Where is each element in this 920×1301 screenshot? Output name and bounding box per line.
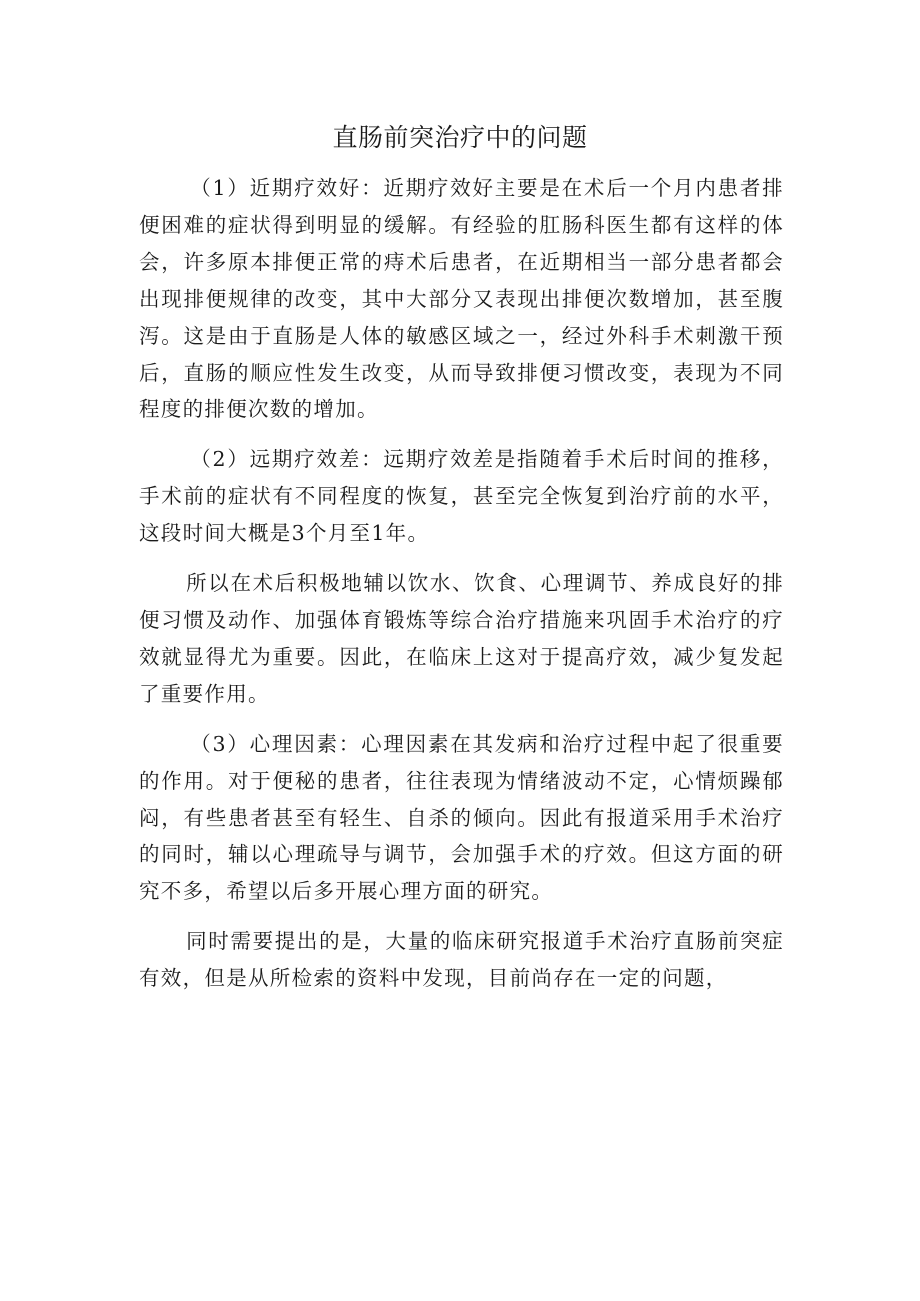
paragraph-short-term-efficacy: （1）近期疗效好：近期疗效好主要是在术后一个月内患者排便困难的症状得到明显的缓解。有经验的肛肠科医生都有这样的体会，许多原本排便正常的痔术后患者，在近期相当一部分患者都会出现排便规律的改变，其中大部分又表现出排便次数增加，甚至腹泻。这是由于直肠是人体的敏感区域之一，经过外科手术刺激干预后，直肠的顺应性发生改变，从而导致排便习惯改变，表现为不同程度的排便次数的增加。 [139,176,784,422]
paragraph-postoperative-care: 所以在术后积极地辅以饮水、饮食、心理调节、养成良好的排便习惯及动作、加强体育锻炼等综合治疗措施来巩固手术治疗的疗效就显得尤为重要。因此，在临床上这对于提高疗效，减少复发起了重要作用。 [139,571,784,706]
paragraph-psychological-factors: （3）心理因素：心理因素在其发病和治疗过程中起了很重要的作用。对于便秘的患者，往往表现为情绪波动不定，心情烦躁郁闷，有些患者甚至有轻生、自杀的倾向。因此有报道采用手术治疗的同时，辅以心理疏导与调节，会加强手术的疗效。但这方面的研究不多，希望以后多开展心理方面的研究。 [139,731,784,904]
paragraph-long-term-efficacy: （2）远期疗效差：远期疗效差是指随着手术后时间的推移，手术前的症状有不同程度的恢复，甚至完全恢复到治疗前的水平，这段时间大概是3个月至1年。 [139,447,784,546]
document-title: 直肠前突治疗中的问题 [332,123,588,152]
document-body [139,170,784,997]
paragraph-existing-problems: 同时需要提出的是，大量的临床研究报道手术治疗直肠前突症有效，但是从所检索的资料中发现，目前尚存在一定的问题， [139,929,784,991]
